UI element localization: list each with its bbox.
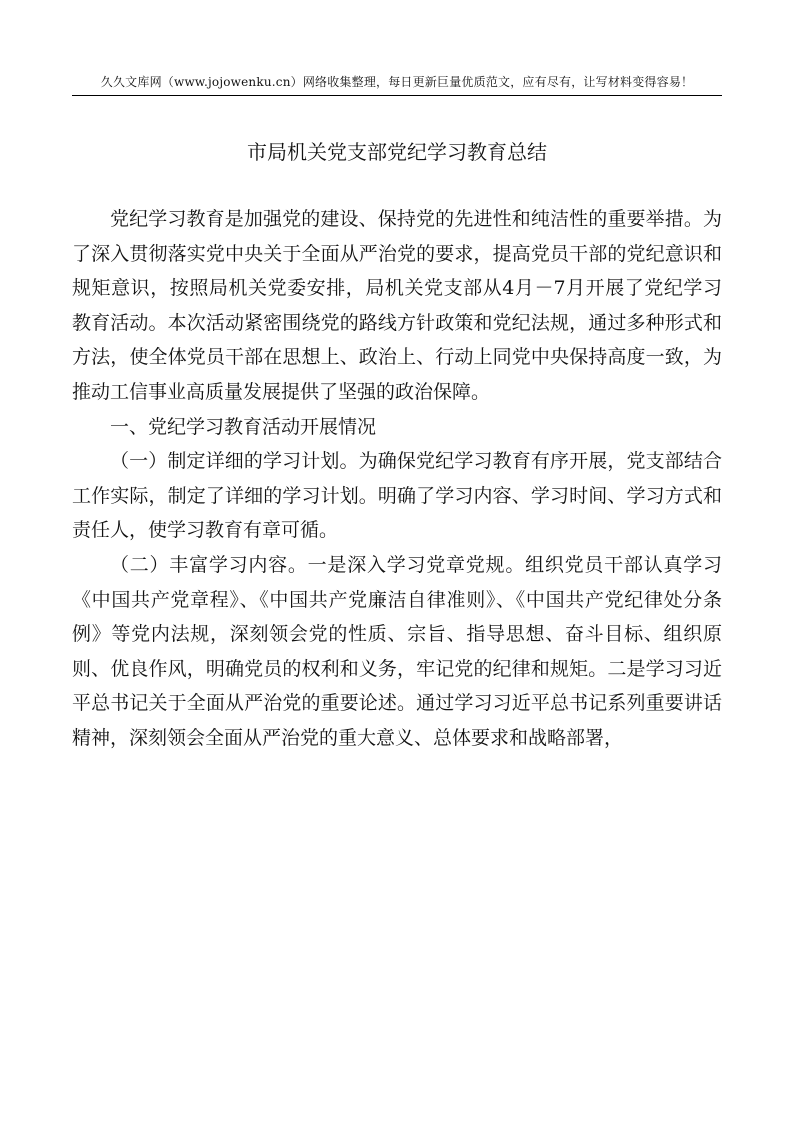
- document-title: 市局机关党支部党纪学习教育总结: [247, 140, 547, 164]
- document-body: [72, 202, 722, 756]
- paragraph-intro: 党纪学习教育是加强党的建设、保持党的先进性和纯洁性的重要举措。为了深入贯彻落实党中央关于全面从严治党的要求，提高党员干部的党纪意识和规矩意识，按照局机关党委安排，局机关党支部从4月－7月开展了党纪学习教育活动。本次活动紧密围绕党的路线方针政策和党纪法规，通过多种形式和方法，使全体党员干部在思想上、政治上、行动上同党中央保持高度一致，为推动工信事业高质量发展提供了坚强的政治保障。: [72, 208, 722, 403]
- page-header: 久久文库网（www.jojowenku.cn）网络收集整理，每日更新巨量优质范文，应有尽有，让写材料变得容易！: [100, 75, 694, 89]
- paragraph-plan: （一）制定详细的学习计划。为确保党纪学习教育有序开展，党支部结合工作实际，制定了详细的学习计划。明确了学习内容、学习时间、学习方式和责任人，使学习教育有章可循。: [72, 450, 722, 542]
- paragraph-content: （二）丰富学习内容。一是深入学习党章党规。组织党员干部认真学习《中国共产党章程》、《中国共产党廉洁自律准则》、《中国共产党纪律处分条例》等党内法规，深刻领会党的性质、宗旨、指导思想、奋斗目标、组织原则、优良作风，明确党员的权利和义务，牢记党的纪律和规矩。二是学习习近平总书记关于全面从严治党的重要论述。通过学习习近平总书记系列重要讲话精神，深刻领会全面从严治党的重大意义、总体要求和战略部署，: [72, 553, 722, 749]
- section-heading: 一、党纪学习教育活动开展情况: [110, 415, 377, 438]
- header-divider: [72, 95, 722, 96]
